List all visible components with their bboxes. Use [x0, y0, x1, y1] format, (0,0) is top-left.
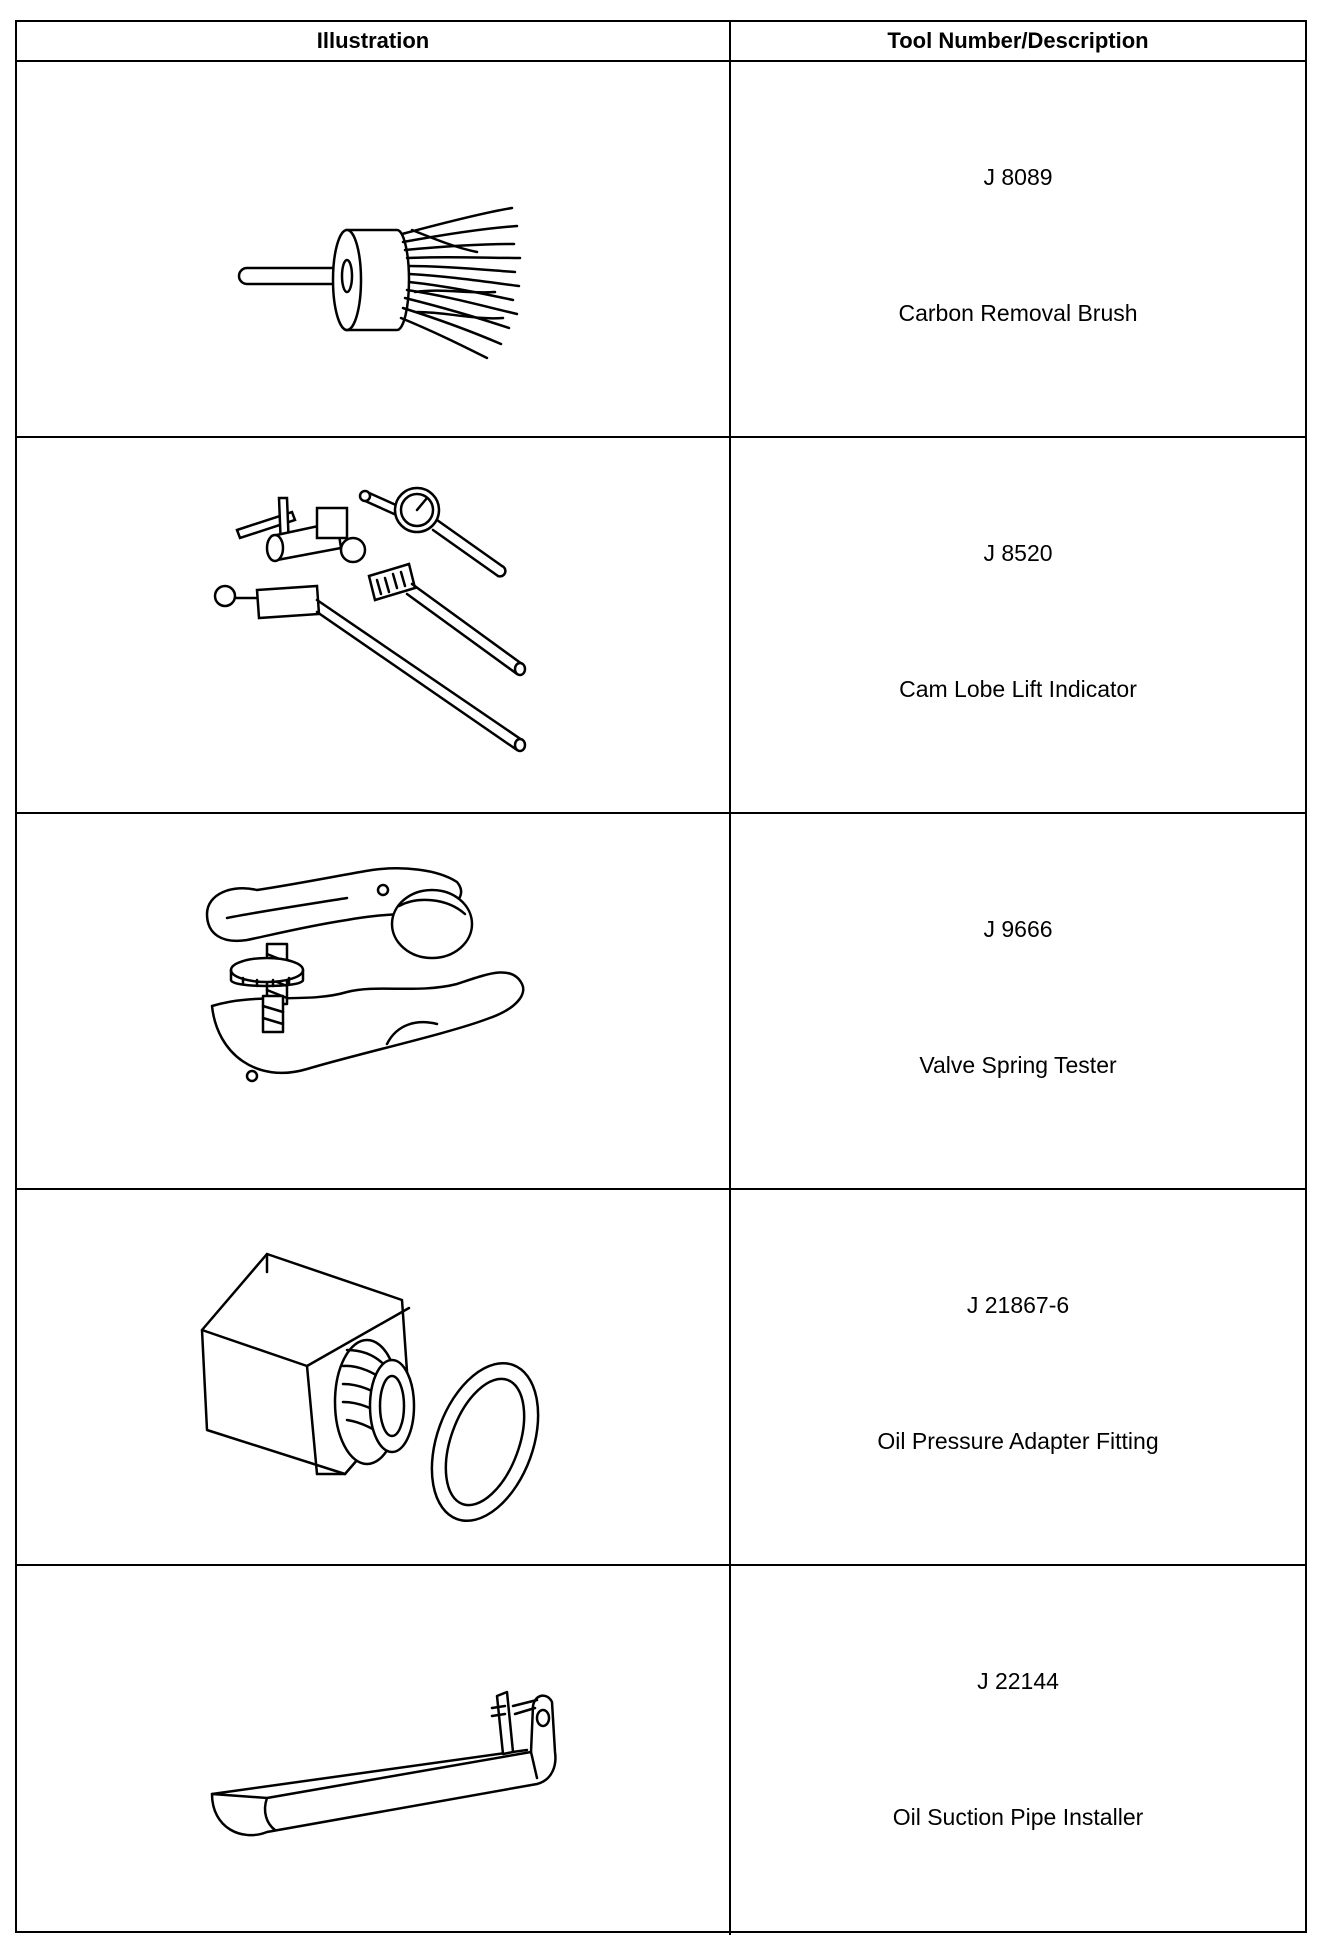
tools-table	[15, 20, 1307, 1933]
description-cell	[731, 814, 1305, 1188]
tool-description: Cam Lobe Lift Indicator	[899, 676, 1137, 702]
table-header	[17, 22, 1305, 60]
description-cell	[731, 1190, 1305, 1564]
illustration-cell	[17, 62, 731, 436]
header-illustration: Illustration	[17, 22, 731, 60]
table-row	[17, 60, 1305, 436]
spring-tester-icon	[17, 814, 731, 1188]
illustration-cell	[17, 438, 731, 812]
tool-number: J 22144	[977, 1668, 1059, 1694]
tool-description: Oil Suction Pipe Installer	[892, 1804, 1144, 1830]
table-row	[17, 812, 1305, 1188]
tool-number: J 8089	[983, 164, 1053, 190]
tool-description: Valve Spring Tester	[919, 1052, 1117, 1078]
illustration-cell	[17, 1190, 731, 1564]
tool-number: J 9666	[983, 916, 1053, 942]
table-row	[17, 1188, 1305, 1564]
description-cell	[731, 1566, 1305, 1935]
pipe-installer-icon	[17, 1566, 731, 1940]
tool-number: J 21867-6	[966, 1292, 1070, 1318]
tool-description: Oil Pressure Adapter Fitting	[877, 1428, 1159, 1454]
table-row	[17, 436, 1305, 812]
table-row	[17, 1564, 1305, 1935]
adapter-fitting-icon	[17, 1190, 731, 1564]
tool-description: Carbon Removal Brush	[898, 300, 1138, 326]
carbon-brush-icon	[17, 62, 731, 436]
description-cell	[731, 438, 1305, 812]
description-cell	[731, 62, 1305, 436]
illustration-cell	[17, 1566, 731, 1935]
tool-number: J 8520	[983, 540, 1053, 566]
illustration-cell	[17, 814, 731, 1188]
header-tool-number: Tool Number/Description	[887, 28, 1149, 53]
dial-indicator-set-icon	[17, 438, 731, 812]
